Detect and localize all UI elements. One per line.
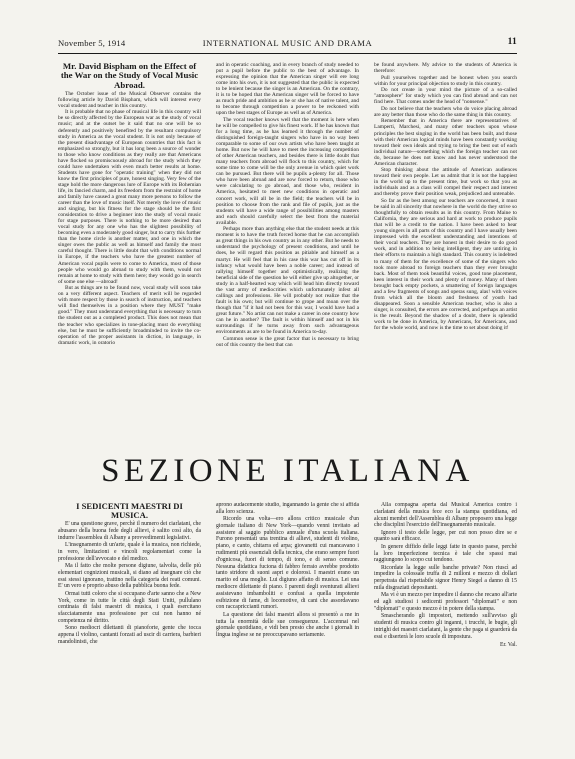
english-paragraph: Remember that in America there are representatives of Lamperti, Marchesi, and many other teachers upon whose principles the best singing in the world has been built, and those with their American logical minds have been constantly working toward their own ideals and trying to bring the best out of each individual nature—something which the foreign teacher can not do, because he does not know and has never understood the American character. <box>374 118 517 167</box>
header-rule <box>58 53 517 54</box>
italian-paragraph: Ignoro il testo delle legge, per cui non posso dire se e quanto sarà efficace. <box>374 529 517 543</box>
italian-paragraph: E' una questione grave, perchè il numero dei ciarlatani, che abusano della buona fede degli allievi, è salito così alto, da indurre l'assemblea di Albany a provvedimenti legislativi. <box>58 521 201 541</box>
magazine-name: INTERNATIONAL MUSIC AND DRAMA <box>202 38 373 48</box>
english-paragraph: Perhaps more than anything else that the student needs at this moment is to have the truth forced home that he can accomplish as great things in his own country as in any other. But he needs to understand the psychology of present conditions, and until he does, he will regard this position as pitiable and himself as a martyr. He will feel that in his case this war has cut off in its infancy what would have been a noble career; and instead of rallying himself together and optimistically, realizing the beneficial side of the question he will either give up altogether, or study in a half-hearted way which will head him directly toward the vast army of mediocrities which unfortunately infest all callings and professions. He will probably not realize that the fault is his own; but will continue to grope and moan over the though that "if it had not been for this war, I would have had a great future." No artist can not make a career in one country how can he in another? The fault is within himself and not in his surroundings if he turns away from such advantageous environments as are to be found in America to-day. <box>216 226 359 336</box>
italian-paragraph: Alla compagna aperta dal Musical America contro i ciarlatani della musica fece eco la stampa quotidiana, ed alcuni membri dell'Assemblea di Albany proposero una legge che disciplini l'esercizio dell'insegnamento musicale. <box>374 502 517 529</box>
english-paragraph: Do not believe that the teachers who do voice placing abroad are any better than those who do the same thing in this country. <box>374 105 517 118</box>
italian-paragraph: Ricordo una volta—ero allora critico musicale d'un giornale italiano di New York—quando venni invitato ad assistere al saggio pubblico annuale d'una scuola italiana. Furono presentati una trentina di allievi, studenti di violino, piano, e canto, chitarra ed arpa; giovanetti cui mancavano i rudimenti più essenziali della tecnica, che erano sempre fuori d'ognicosa, fuori di tempo, di tono, e di senso comune. Nessuna didattica fuciona di fabbro ferraio avrebbe prodotto tanto stridore di suoni aspri e dolorosi. I maestri erano un marito ed una moglie. Lui digiuno affatto di musica. Lei una mediocre dilettante di piano. I parenti degli sventurati allievi assistevano imbamboliti e confusi a quella impotente esibizione di fame, di locomotive, di cani che assordavano con raccapriccianti rumori. <box>216 516 359 611</box>
english-paragraph: Stop thinking about the attitude of American audiences toward their own people. Let us admit that it is not the happiest in the world up to the present time, but work so that you as individuals and as a class will compel their respect and interest and thereby prove their position weak, prejudiced and untenable. <box>374 167 517 198</box>
italian-column-3 <box>374 502 517 722</box>
article-signature: Er. Val. <box>500 642 517 649</box>
english-column-2 <box>216 62 359 440</box>
section-banner: SEZIONE ITALIANA <box>101 453 474 489</box>
english-column-1 <box>58 62 201 440</box>
page-header <box>58 38 517 52</box>
english-article-title: Mr. David Bispham on the Effect of the War on the Study of Vocal Music Abroad. <box>60 62 199 90</box>
english-paragraph: But as things are to be found now, vocal study will soon take on a very different aspect. Teachers of merit will be regarded with more respect by those in search of instruction, and teachers will find themselves in a position where they MUST "make good." They must understand everything that is necessary to turn the student out as a completed product. This does not mean that the teacher who specializes in tone-placing must do everything else, but he must be sufficiently broadminded to invite the co-operation of the proper assistants in diction, in language, in dramatic work, in oratorio <box>58 285 201 346</box>
italian-paragraph: Ma il fatto che molte persone digiune, talvolta, delle più elementari cognizioni musicali, si diano ad insegnare ciò che essi stessi ignorano, trattino nella categoria dei reati comuni. E' un vero e proprio abuso della pubblica buona fede. <box>58 563 201 590</box>
italian-paragraph: Ricordate la legge sulle banche private? Non riuscì ad impedire la colossale truffa di 2 milioni e mezzo di dollari perpetrata dal rispettabile signor Henry Siegel a danno di 15 mila disgraziati depositanti. <box>374 564 517 592</box>
english-paragraph: Common sense is the great factor that is necessary to bring out of this country the best that can <box>216 335 359 348</box>
english-paragraph: So far as the best among our teachers are concerned, it must be said in all sincerity that nowhere in the world do they strive so thoughtfully to obtain results as in this country. From Maine to California, they are serious and hard at work to produce pupils that will be a credit to the nation. I have been asked to hear young singers in all parts of this country and I have usually been impressed with the excellent understanding and intentions of their vocal teachers. They are honest in their desire to do good work, and in addition to being intelligent, they are untiring in their efforts to maintain a high standard. This country is indebted to many of them for the excellence of some of the singers who took more abroad to foreign teachers than they ever brought back. Most of them took beautiful voices, good tone placement, keen interest in their work and plenty of money. Many of them brought back empty pockets, a smattering of foreign languages and a few fragments of songs and operas sung, alas! with voices from which all the bloom and freshness of youth had disappeared. Soon a sensible American teacher, who is also a singer, is consulted, the errors are corrected, and perhaps an artist is the result. Beyond the shadow of a doubt, there is splendid work to be done in America, by Americans, for Americans, and for the whole world, and now is the time to set about doing it! <box>374 198 517 332</box>
italian-paragraph: In genere diffido delle leggi fatte in questo paese, perchè la loro imperfezione tecnica è tale che spassi mai raggiungono lo scopo cui tendono. <box>374 543 517 564</box>
italian-paragraph: aprono audacemente studio, ingannando la gente che si affida alla loro scienza. <box>216 502 359 515</box>
italian-article-title: I SEDICENTI MAESTRI DI MUSICA. <box>76 502 183 521</box>
italian-paragraph: Sono mediocri dilettanti di pianoforte, gente che tocca appena il violino, cantanti forzati ad uscir di carriera, barbieri mandolinisti, che <box>58 625 201 645</box>
english-paragraph: be found anywhere. My advice to the students of America is therefore: <box>374 62 517 75</box>
italian-paragraph: Smascherando gli impostori, mettendo sull'avviso gli studenti di musica contro gli inganni, i trucchi, le bugie, gli intrighi dei maestri ciarlatani, la gente che paga si guarderà da essi e diserterà le loro scuole di impostura. <box>374 613 517 640</box>
issue-date: November 5, 1914 <box>58 38 126 48</box>
italian-paragraph: La questione dei falsi maestri allora si presentò a me in tutta la enormità delle sue conseguenze. L'accennai nel giornale quotidiano, e vidi ben presto che anche i giornali in lingua inglese se ne preoccupavano seriamente. <box>216 611 359 639</box>
italian-paragraph: Ormai tutti coloro che si occupano d'arte sanno che a New York, come in tutte le città degli Stati Uniti, pullulano centinaia di falsi maestri di musica, i quali esercitano sfacciatamente una professione per cui non hanno né competenza nè diritto. <box>58 590 201 624</box>
italian-column-1 <box>58 502 201 722</box>
english-column-3 <box>374 62 517 440</box>
english-paragraph: The vocal teacher knows well that the moment is here when he will be compelled to give his finest work. If he has known that for a long time, as he has learned it through the number of distinguished foreign-taught singers who have in no way been comparable to some of our own artists who have been taught at home. But now he will have to meet the increasing competition of other American teachers, and besides there is little doubt that many teachers from abroad will flock to this country, which for some time to come will be the only avenue in which quiet work can be pursued. But there will be pupils a-plenty for all. Those who have been abroad and are now forced to return, those who were calculating to go abroad, and those who, resident in America, hesitated to meet new conditions in operatic and concert work, will all be in the field; the teachers will be in position to choose from the rank and file of pupils, just as the students will have a wide range of possibilities among masters and each should carefully select the best from the material available. <box>216 116 359 226</box>
english-paragraph: Pull yourselves together and be honest when you search within for your principal objection to study in this country. <box>374 74 517 87</box>
page-number: 11 <box>507 37 517 47</box>
italian-paragraph: Ma vi è un mezzo per impedire il danno che recano all'arte ed agli studiosi i sedicenti professori "diplomati" e non "diplomati" e questo mezzo è in potere della stampa. <box>374 592 517 612</box>
english-paragraph: Do not create in your mind the picture of a so-called "atmosphere" for study which you can find abroad and can not find here. That comes under the head of "nonsense." <box>374 87 517 106</box>
italian-column-2 <box>216 502 359 722</box>
english-paragraph: It is probable that no phase of musical life in this country will be so directly affected by the European war as the study of vocal music; and at the outset be it said that no one will be so deferently and positively benefited by the resultant compulsory study in America as the vocal student. It is not only because of the present disadvantage of European countries that this fact is emphasized so strongly, but it has long been a source of wonder to those who know conditions as they really are that Americans have flocked so promiscuously abroad for the study which they could have undertaken with even much better results at home. Students have gone for "operatic training" when they did not know the first principles of pure, honest singing. Very few of the stage hold the more dangerous lure of Europe with its Bohemian life, its fancied charm, and its freedom from the restraint of home and family have caused a great many more persons to follow the career than the love of music itself. Not merely the love of music and singing, but his fitness for the stage should be the first consideration to drive a beginner into the study of vocal music for stage purposes. There is nothing to be more desired than vocal study for any one who has the slightest possibility of becoming even a moderately good singer, but to carry this further than the home circle is another matter, and one in which the singer owes the public as well as himself and family the most careful thought. There is little doubt that with conditions normal in Europe, if the teachers who have the greatest number of American vocal pupils were to come to America, most of those people who would go abroad to study with them, would not remain at home to study with them here; they would go in search of some one else —abroad! <box>58 109 201 285</box>
english-paragraph: and in operatic coaching, and in every branch of study needed to put a pupil before the public to the best of advantage. In expressing the opinion that the American singer will ere long come into his own, it is not suggested that the public is expected to be lenient because the singer is an American. On the contrary, it is to be hoped that the American singer will be forced to have as much pride and ambition as he or she has of native talent, and to become through competition a power to be reckoned with upon the best stages of Europe as well as of America. <box>216 62 359 117</box>
italian-paragraph: L'insegnamento di un'arte, quale è la musica, non richiede, in vero, limitazioni e vincoli regolamentari come la professione dell'avvocato e del medico. <box>58 542 201 562</box>
english-paragraph: The October issue of the Musical Observer contains the following article by David Bispham, which will interest every vocal student and teacher in this country. <box>58 90 201 109</box>
